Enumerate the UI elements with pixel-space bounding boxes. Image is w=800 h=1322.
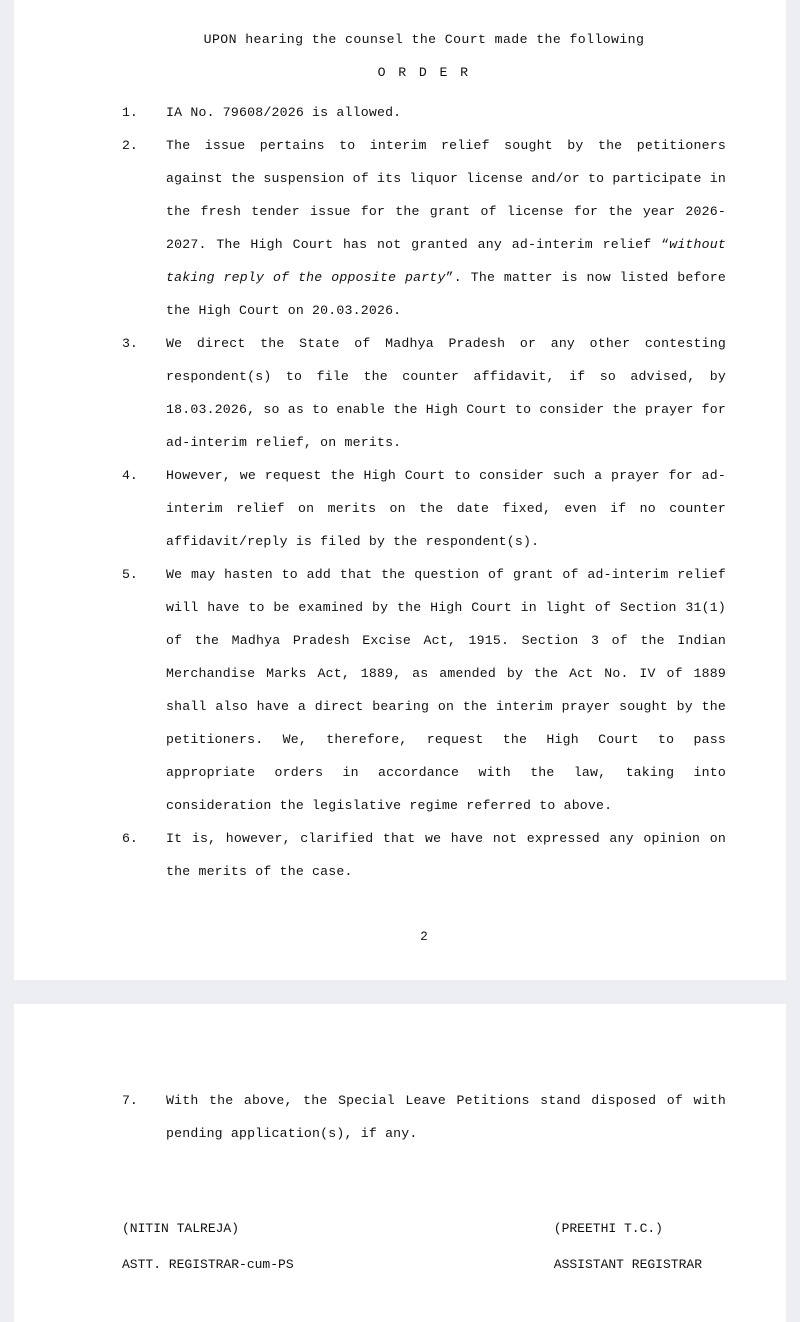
page-number: 2: [420, 930, 428, 944]
paragraph-text-after: ”. The matter is now listed before the High Court on 20.03.2026.: [166, 270, 726, 318]
paragraph-number: 3.: [122, 336, 138, 351]
document-page-2: [14, 1004, 786, 1322]
paragraph-number: 2.: [122, 138, 138, 153]
signature-left: [122, 1202, 294, 1292]
order-title: O R D E R: [377, 65, 471, 80]
signature-left-designation: ASTT. REGISTRAR-cum-PS: [122, 1257, 294, 1272]
paragraph-number: 4.: [122, 468, 138, 483]
page-separator: [0, 980, 800, 1004]
paragraph-3: [122, 327, 726, 459]
paragraph-text: We may hasten to add that the question of grant of ad-interim relief will have to be examined by the High Court in light of Section 31(1) of the Madhya Pradesh Excise Act, 1915. Section 3 of the Indian Merchandise Marks Act, 1889, as amended by the Act No. IV of 1889 shall also have a direct bearing on the interim prayer sought by the petitioners. We, therefore, request the High Court to pass appropriate orders in accordance with the law, taking into consideration the legislative regime referred to above.: [166, 567, 726, 813]
paragraph-text: With the above, the Special Leave Petitions stand disposed of with pending application(s), if any.: [166, 1093, 726, 1141]
signature-right-name: (PREETHI T.C.): [553, 1221, 663, 1236]
paragraph-number: 7.: [122, 1093, 138, 1108]
paragraph-text-italic: without taking reply of the opposite party: [166, 237, 726, 285]
paragraph-number: 5.: [122, 567, 138, 582]
paragraph-2: [122, 129, 726, 327]
signature-right-designation: ASSISTANT REGISTRAR: [553, 1257, 702, 1272]
paragraph-1: [122, 96, 726, 129]
paragraph-text: However, we request the High Court to consider such a prayer for ad-interim relief on merits on the date fixed, even if no counter affidavit/reply is filed by the respondent(s).: [166, 468, 726, 549]
paragraph-text: IA No. 79608/2026 is allowed.: [166, 105, 402, 120]
paragraph-4: [122, 459, 726, 558]
paragraph-number: 6.: [122, 831, 138, 846]
signature-right: [554, 1202, 726, 1292]
paragraph-text-before: The issue pertains to interim relief sought by the petitioners against the suspension of its liquor license and/or to participate in the fresh tender issue for the grant of license for the year 2026-2027. The High Court has not granted any ad-interim relief “: [166, 138, 726, 252]
document-page-1: [14, 0, 786, 980]
signature-left-name: (NITIN TALREJA): [122, 1221, 240, 1236]
paragraph-7: [122, 1084, 726, 1150]
paragraph-text: It is, however, clarified that we have not expressed any opinion on the merits of the case.: [166, 831, 726, 879]
paragraph-number: 1.: [122, 105, 138, 120]
paragraph-text: [166, 129, 726, 327]
paragraph-text: We direct the State of Madhya Pradesh or any other contesting respondent(s) to file the counter affidavit, if so advised, by 18.03.2026, so as to enable the High Court to consider the prayer for ad-interim relief, on merits.: [166, 336, 726, 450]
signature-block: [122, 1202, 726, 1292]
page-heading: UPON hearing the counsel the Court made the following: [203, 32, 645, 47]
paragraph-6: [122, 822, 726, 888]
paragraph-5: [122, 558, 726, 822]
